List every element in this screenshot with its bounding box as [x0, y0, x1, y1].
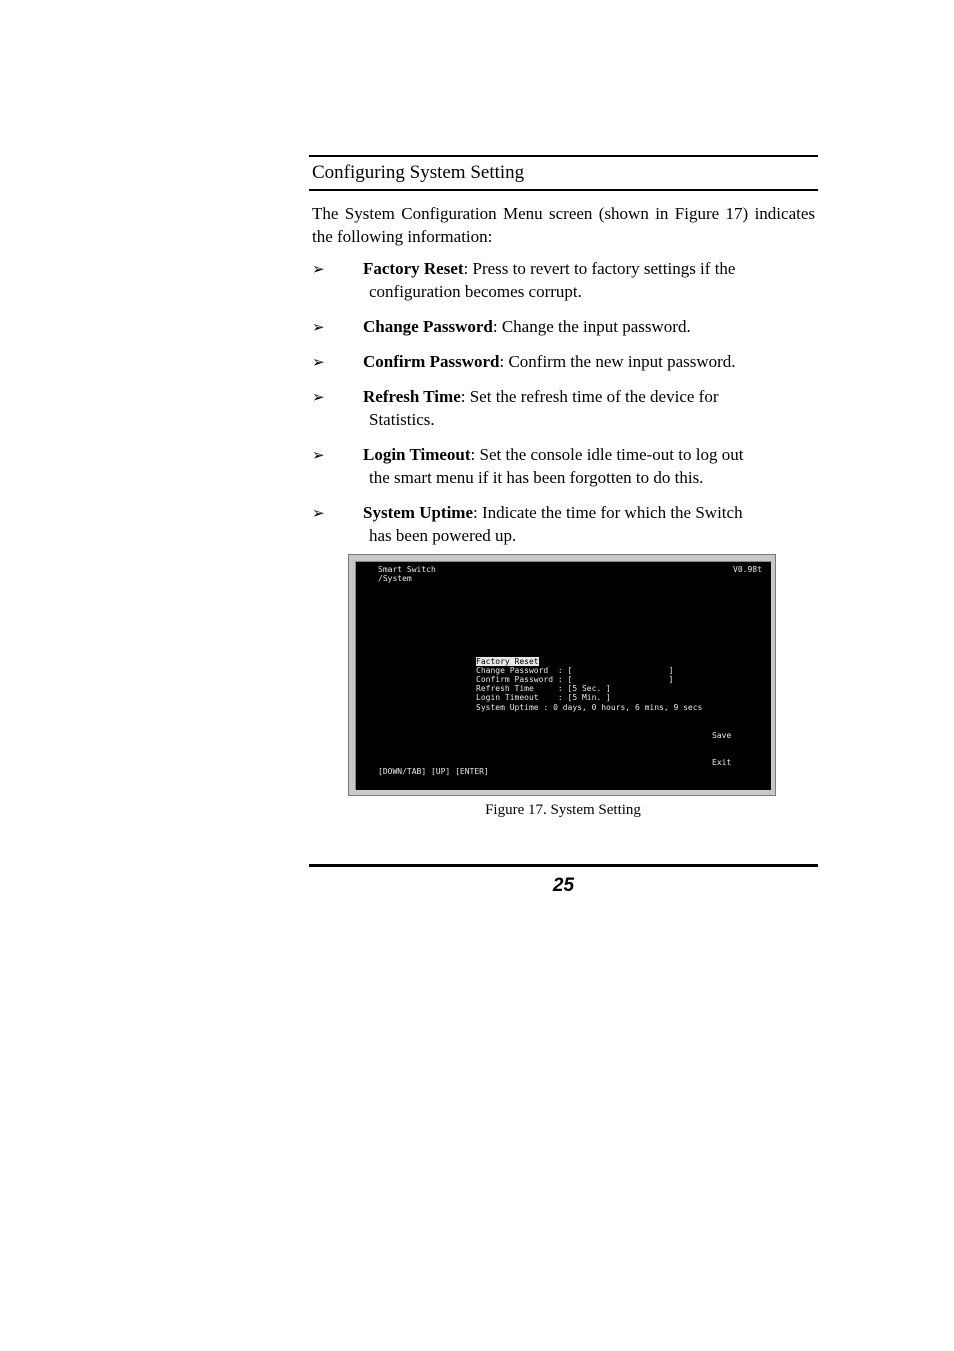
- top-rule: [309, 155, 818, 157]
- bullet-desc: : Change the input password.: [492, 317, 691, 336]
- bullet-continuation: configuration becomes corrupt.: [369, 281, 582, 301]
- factory-reset-menu-item[interactable]: Factory Reset: [476, 657, 539, 666]
- bullet-desc: : Confirm the new input password.: [499, 352, 736, 371]
- page-number: 25: [552, 875, 575, 896]
- bullet-term: System Uptime: [363, 503, 474, 522]
- bullet-term: Change Password: [363, 317, 493, 336]
- bullet-arrow-icon: ➢: [312, 388, 325, 406]
- bullet-login-timeout: [312, 444, 815, 489]
- figure-caption: Figure 17. System Setting: [485, 802, 641, 818]
- bullet-system-uptime: [312, 502, 815, 547]
- bullet-arrow-icon: ➢: [312, 446, 325, 464]
- exit-button[interactable]: Exit: [712, 758, 732, 767]
- bullet-continuation: Statistics.: [369, 409, 435, 429]
- login-timeout-field[interactable]: Login Timeout : [5 Min. ]: [476, 693, 611, 702]
- section-title: Configuring System Setting: [312, 162, 525, 183]
- intro-paragraph: The System Configuration Menu screen (shown in Figure 17) indicates the following information:: [312, 204, 815, 246]
- bullet-term: Confirm Password: [363, 352, 500, 371]
- change-password-field[interactable]: Change Password : [ ]: [476, 666, 674, 675]
- bullet-factory-reset: [312, 258, 815, 303]
- bullet-arrow-icon: ➢: [312, 318, 325, 336]
- bullet-arrow-icon: ➢: [312, 260, 325, 278]
- bullet-desc: : Set the refresh time of the device for: [460, 387, 719, 406]
- bullet-arrow-icon: ➢: [312, 353, 325, 371]
- bullet-change-password: [312, 316, 815, 339]
- terminal-title: Smart Switch: [378, 565, 436, 574]
- save-button[interactable]: Save: [712, 731, 732, 740]
- bullet-desc: : Press to revert to factory settings if the: [463, 259, 736, 278]
- bullet-confirm-password: [312, 351, 815, 374]
- terminal-path: /System: [378, 574, 412, 583]
- bullet-arrow-icon: ➢: [312, 504, 325, 522]
- terminal-version: V0.98t: [733, 565, 762, 574]
- bullet-desc: : Set the console idle time-out to log out: [470, 445, 744, 464]
- system-uptime-readout: System Uptime : 0 days, 0 hours, 6 mins, 9 secs: [476, 703, 703, 712]
- terminal-key-hints: [DOWN/TAB] [UP] [ENTER]: [378, 767, 489, 776]
- bullet-refresh-time: [312, 386, 815, 431]
- bullet-continuation: the smart menu if it has been forgotten to do this.: [369, 467, 704, 487]
- refresh-time-field[interactable]: Refresh Time : [5 Sec. ]: [476, 684, 611, 693]
- bullet-continuation: has been powered up.: [369, 525, 517, 545]
- bottom-rule: [309, 864, 818, 867]
- bullet-desc: : Indicate the time for which the Switch: [473, 503, 743, 522]
- title-rule: [309, 189, 818, 191]
- confirm-password-field[interactable]: Confirm Password : [ ]: [476, 675, 674, 684]
- bullet-term: Factory Reset: [363, 259, 464, 278]
- bullet-term: Refresh Time: [363, 387, 461, 406]
- bullet-term: Login Timeout: [363, 445, 471, 464]
